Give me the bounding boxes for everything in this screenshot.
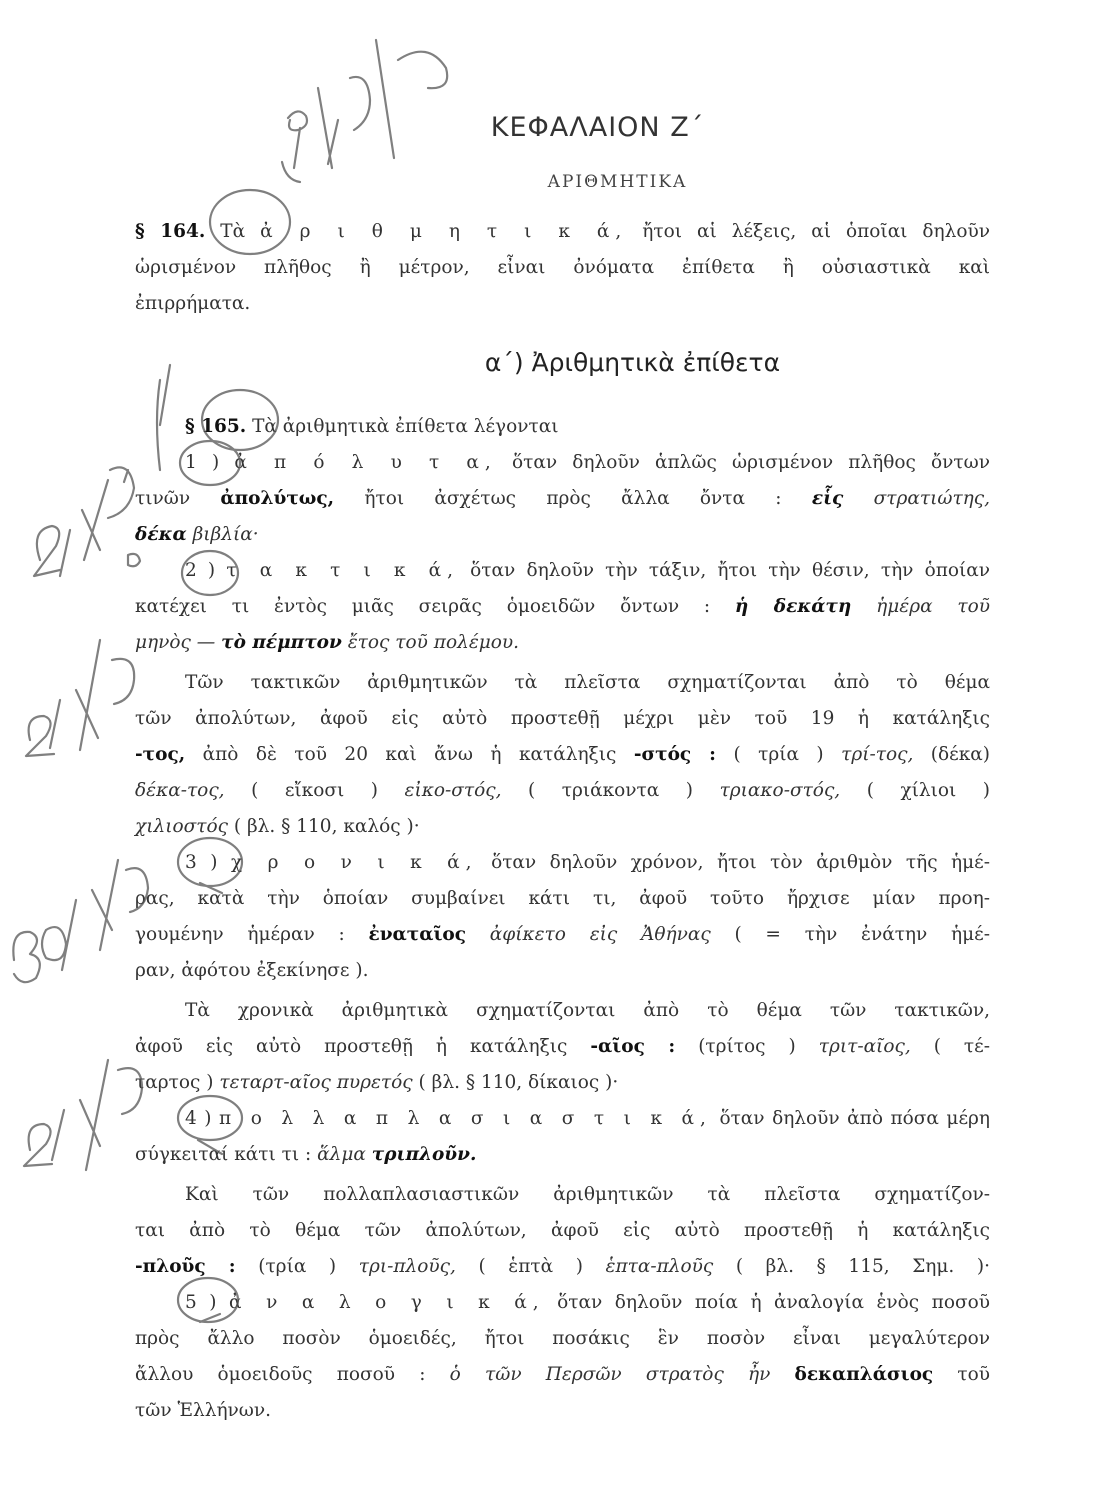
item-5-line-2: πρὸς ἄλλο ποσὸν ὁμοειδές, ἤτοι ποσάκις ἓν ποσὸν εἶναι μεγαλύτερον [135,1328,990,1349]
item-2-line-1: 2 ) τ α κ τ ι κ ά, ὅταν δηλοῦν τὴν τάξιν, ἤτοι τὴν θέσιν, τὴν ὁποίαν [185,560,990,581]
section-number: § 165. [185,416,247,437]
item-3-line-1: 3 ) χ ρ ο ν ι κ ά, ὅταν δηλοῦν χρόνον, ἤτοι τὸν ἀριθμὸν τῆς ἡμέ- [185,852,991,873]
p164-line-3: ἐπιρρήματα. [135,293,251,314]
pencil-note-left-4 [24,1060,142,1170]
item-4-line-1: 4 ) π ο λ λ α π λ α σ ι α σ τ ι κ ά, ὅταν δηλοῦν ἀπὸ πόσα μέρη [185,1108,990,1129]
chapter-title: ΚΕΦΑΛΑΙΟΝ Ζ΄ [490,112,705,143]
chapter-subtitle: ΑΡΙΘΜΗΤΙΚΑ [547,172,688,192]
pencil-note-left-1 [34,467,134,576]
p165-intro: § 165. Τὰ ἀριθμητικὰ ἐπίθετα λέγονται [185,416,559,437]
ordinals-line-1: Τῶν τακτικῶν ἀριθμητικῶν τὰ πλεῖστα σχηματίζονται ἀπὸ τὸ θέμα [185,672,990,693]
p164-line-1: § 164. Τὰ ἀ ρ ι θ μ η τ ι κ ά, ἤτοι αἱ λέξεις, αἱ ὁποῖαι δηλοῦν [135,221,990,242]
item-4-line-2: σύγκειταί κάτι τι : ἅλμα τριπλοῦν. [135,1144,477,1165]
item-2-line-3: μηνὸς — τὸ πέμπτον ἔτος τοῦ πολέμου. [135,632,520,653]
section-heading: α΄) Ἀριθμητικὰ ἐπίθετα [484,348,781,377]
item-5-line-4: τῶν Ἑλλήνων. [135,1400,272,1421]
pencil-note-top [288,40,447,168]
item-3-line-4: ραν, ἀφότου ἐξεκίνησε ). [135,960,369,981]
temporal-line-1: Τὰ χρονικὰ ἀριθμητικὰ σχηματίζονται ἀπὸ τὸ θέμα τῶν τακτικῶν, [185,1000,990,1021]
ordinals-line-2: τῶν ἀπολύτων, ἀφοῦ εἰς αὐτὸ προστεθῇ μέχρι μὲν τοῦ 19 ἡ κατάληξις [135,708,990,729]
temporal-line-3: ταρτος ) τεταρτ-αῖος πυρετός ( βλ. § 110, δίκαιος )· [135,1072,619,1093]
item-5-line-3: ἄλλου ὁμοειδοῦς ποσοῦ : ὁ τῶν Περσῶν στρατὸς ἦν δεκαπλάσιος τοῦ [135,1364,991,1385]
ordinals-line-5: χιλιοστός ( βλ. § 110, καλός )· [135,816,420,837]
multiplicative-line-2: ται ἀπὸ τὸ θέμα τῶν ἀπολύτων, ἀφοῦ εἰς αὐτὸ προστεθῇ ἡ κατάληξις [135,1220,990,1241]
multiplicative-line-1: Καὶ τῶν πολλαπλασιαστικῶν ἀριθμητικῶν τὰ πλεῖστα σχηματίζον- [185,1184,990,1205]
item-1-line-2: τινῶν ἀπολύτως, ἤτοι ἀσχέτως πρὸς ἄλλα ὄντα : εἷς στρατιώτης, [135,488,991,509]
item-3-line-2: ρας, κατὰ τὴν ὁποίαν συμβαίνει κάτι τι, ἀφοῦ τοῦτο ἤρχισε μίαν προη- [135,888,990,909]
ordinals-line-3: -τος, ἀπὸ δὲ τοῦ 20 καὶ ἄνω ἡ κατάληξις -στός : ( τρία ) τρί-τος, (δέκα) [135,744,991,765]
item-5-line-1: 5 ) ἀ ν α λ ο γ ι κ ά, ὅταν δηλοῦν ποία ἡ ἀναλογία ἑνὸς ποσοῦ [185,1292,990,1313]
item-3-line-3: γουμένην ἡμέραν : ἐναταῖος ἀφίκετο εἰς Ἀθήνας ( = τὴν ἐνάτην ἡμέ- [135,924,990,945]
item-2-line-2: κατέχει τι ἐντὸς μιᾶς σειρᾶς ὁμοειδῶν ὄντων : ἡ δεκάτη ἡμέρα τοῦ [135,596,990,617]
ordinals-line-4: δέκα-τος, ( εἴκοσι ) εἰκο-στός, ( τριάκοντα ) τριακο-στός, ( χίλιοι ) [135,780,991,801]
temporal-line-2: ἀφοῦ εἰς αὐτὸ προστεθῇ ἡ κατάληξις -αῖος : (τρίτος ) τριτ-αῖος, ( τέ- [135,1036,990,1057]
pencil-note-left-3 [13,860,148,982]
pencil-note-left-2 [26,640,134,756]
section-number: § 164. [135,221,206,242]
item-1-line-3: δέκα βιβλία· [135,524,259,545]
multiplicative-line-3: -πλοῦς : (τρία ) τρι-πλοῦς, ( ἑπτὰ ) ἑπτα-πλοῦς ( βλ. § 115, Σημ. )· [135,1256,990,1277]
p164-line-2: ὡρισμένον πλῆθος ἢ μέτρον, εἶναι ὀνόματα ἐπίθετα ἢ οὐσιαστικὰ καὶ [135,257,990,278]
item-1-line-1: 1 ) ἀ π ό λ υ τ α, ὅταν δηλοῦν ἁπλῶς ὡρισμένον πλῆθος ὄντων [185,452,990,473]
